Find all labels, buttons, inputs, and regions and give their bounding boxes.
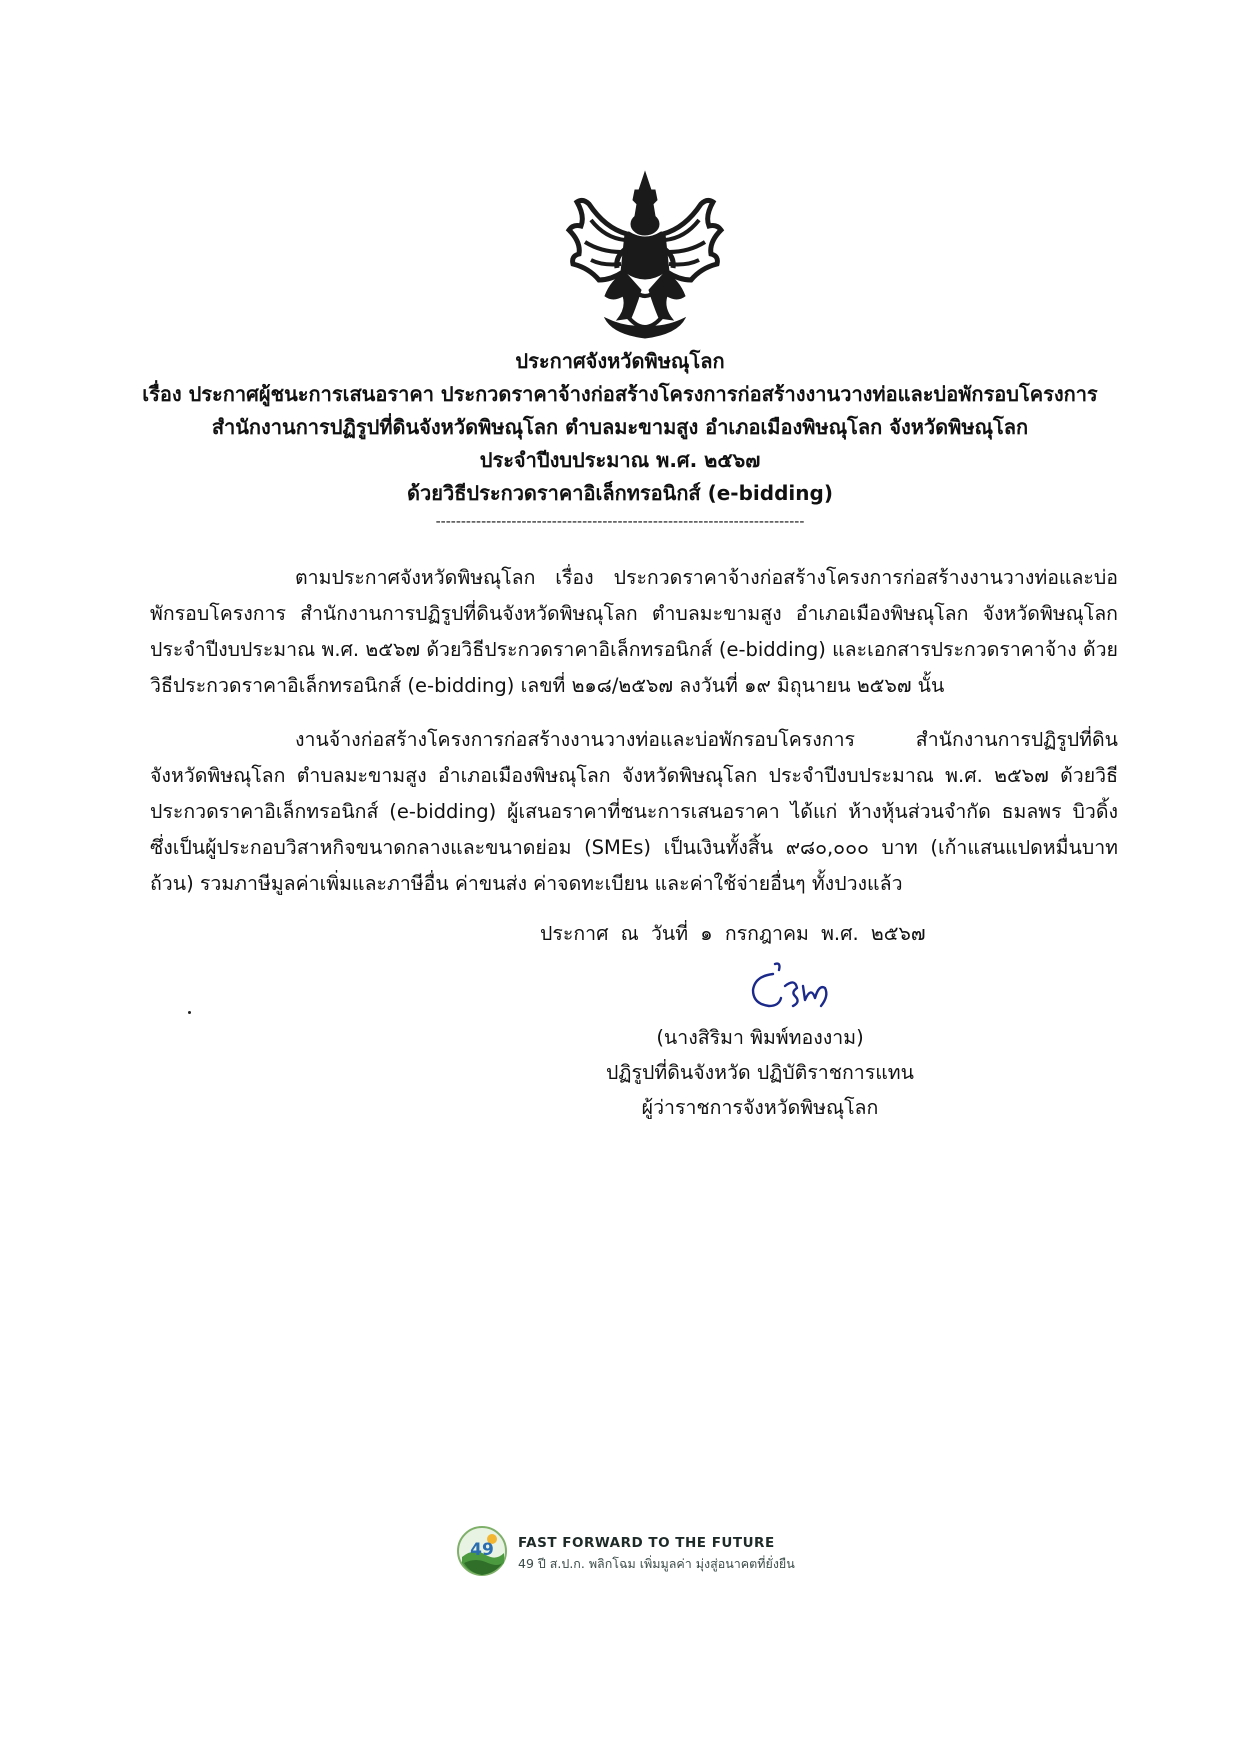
document-header — [120, 345, 1120, 532]
subject-line-2: สำนักงานการปฏิรูปที่ดินจังหวัดพิษณุโลก ตำบลมะขามสูง อำเภอเมืองพิษณุโลก จังหวัดพิษณุโลก — [211, 415, 1029, 439]
separator-line: ------------------------------------------------------------------------- — [435, 514, 805, 530]
footer-slogan: FAST FORWARD TO THE FUTURE — [518, 1535, 775, 1551]
footer-subtitle: 49 ปี ส.ป.ก. พลิกโฉม เพิ่มมูลค่า มุ่งสู่อนาคตที่ยั่งยืน — [518, 1556, 795, 1571]
footer-logo-text: 49 — [470, 1540, 494, 1560]
subject-line: เรื่อง ประกาศผู้ชนะการเสนอราคา ประกวดราคาจ้างก่อสร้างโครงการก่อสร้างงานวางท่อและบ่อพักรอบโครงการ — [142, 382, 1098, 406]
page-speck — [188, 1011, 191, 1014]
handwritten-signature — [745, 960, 835, 1018]
fiscal-year-line: ประจำปีงบประมาณ พ.ศ. ๒๕๖๗ — [479, 448, 761, 472]
garuda-emblem-icon — [565, 168, 725, 340]
announcement-title: ประกาศจังหวัดพิษณุโลก — [515, 349, 725, 373]
paragraph-winner: งานจ้างก่อสร้างโครงการก่อสร้างงานวางท่อและบ่อพักรอบโครงการ สำนักงานการปฏิรูปที่ดินจังหวัดพิษณุโลก ตำบลมะขามสูง อำเภอเมืองพิษณุโลก จังหวัดพิษณุโลก ประจำปีงบประมาณ พ.ศ. ๒๕๖๗ ด้วยวิธีประกวดราคาอิเล็กทรอนิกส์ (e-bidding) ผู้เสนอราคาที่ชนะการเสนอราคา ได้แก่ ห้างหุ้นส่วนจำกัด ธมลพร บิวดิ้ง ซึ่งเป็นผู้ประกอบวิสาหกิจขนาดกลางและขนาดย่อม (SMEs) เป็นเงินทั้งสิ้น ๙๘๐,๐๐๐ บาท (เก้าแสนแปดหมื่นบาทถ้วน) รวมภาษีมูลค่าเพิ่มและภาษีอื่น ค่าขนส่ง ค่าจดทะเบียน และค่าใช้จ่ายอื่นๆ ทั้งปวงแล้ว — [150, 728, 1118, 895]
bidding-method-line: ด้วยวิธีประกวดราคาอิเล็กทรอนิกส์ (e-bidding) — [407, 481, 833, 505]
signer-position: ปฏิรูปที่ดินจังหวัด ปฏิบัติราชการแทน — [606, 1061, 914, 1084]
announcement-date: ประกาศ ณ วันที่ ๑ กรกฎาคม พ.ศ. ๒๕๖๗ — [540, 922, 926, 945]
alro-49-anniversary-logo-icon — [456, 1525, 508, 1577]
signer-block — [560, 1020, 960, 1125]
document-body — [150, 560, 1118, 902]
signer-title: ผู้ว่าราชการจังหวัดพิษณุโลก — [641, 1096, 879, 1119]
signer-name: (นางสิริมา พิมพ์ทองงาม) — [656, 1026, 864, 1049]
footer-text — [518, 1535, 795, 1574]
paragraph-reference: ตามประกาศจังหวัดพิษณุโลก เรื่อง ประกวดราคาจ้างก่อสร้างโครงการก่อสร้างงานวางท่อและบ่อพักรอบโครงการ สำนักงานการปฏิรูปที่ดินจังหวัดพิษณุโลก ตำบลมะขามสูง อำเภอเมืองพิษณุโลก จังหวัดพิษณุโลก ประจำปีงบประมาณ พ.ศ. ๒๕๖๗ ด้วยวิธีประกวดราคาอิเล็กทรอนิกส์ (e-bidding) และเอกสารประกวดราคาจ้าง ด้วยวิธีประกวดราคาอิเล็กทรอนิกส์ (e-bidding) เลขที่ ๒๑๘/๒๕๖๗ ลงวันที่ ๑๙ มิถุนายน ๒๕๖๗ นั้น — [150, 566, 1118, 697]
